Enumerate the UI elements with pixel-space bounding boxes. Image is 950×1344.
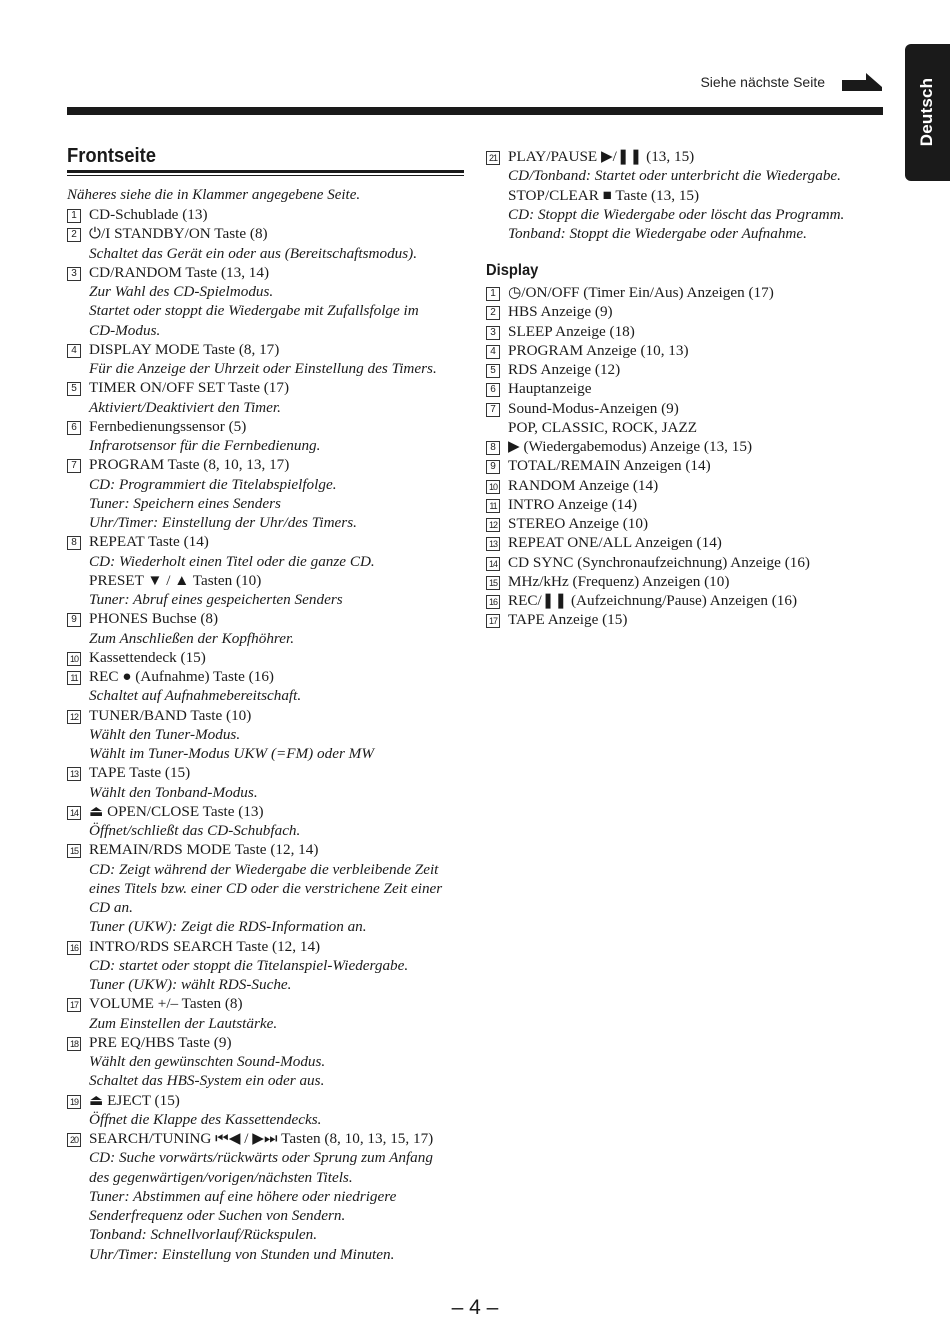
item-label: CD/RANDOM Taste (13, 14): [89, 263, 270, 281]
item-label: MHz/kHz (Frequenz) Anzeigen (10): [508, 572, 730, 590]
list-item: [67, 455, 442, 532]
item-number-badge: 2: [67, 228, 81, 242]
item-label: DISPLAY MODE Taste (8, 17): [89, 340, 280, 358]
item-description: CD an.: [89, 899, 133, 916]
item-label: ⏏ OPEN/CLOSE Taste (13): [89, 802, 264, 820]
list-item: [67, 609, 442, 648]
item-number-badge: 8: [67, 536, 81, 550]
list-item: [486, 553, 810, 572]
item-label: PRE EQ/HBS Taste (9): [89, 1033, 232, 1051]
list-item: [486, 476, 810, 495]
item-number-badge: 4: [67, 344, 81, 358]
next-page-arrow-icon: [842, 73, 882, 91]
list-item: [67, 763, 442, 802]
list-item: [67, 340, 442, 379]
item-description: Öffnet/schließt das CD-Schubfach.: [89, 822, 301, 839]
item-number-badge: 2: [486, 306, 500, 320]
item-number-badge: 19: [67, 1095, 81, 1109]
item-description: eines Titels bzw. einer CD oder die verstrichene Zeit einer: [89, 879, 443, 897]
item-label: TAPE Taste (15): [89, 764, 191, 782]
item-label: Sound-Modus-Anzeigen (9): [508, 399, 679, 417]
item-label: TUNER/BAND Taste (10): [89, 706, 252, 724]
item-number-badge: 6: [486, 383, 500, 397]
display-list: [486, 283, 810, 630]
item-description: Tuner: Speichern eines Senders: [89, 494, 281, 512]
title-rule-thin: [67, 175, 464, 176]
item-label: SLEEP Anzeige (18): [508, 322, 635, 340]
section-title-frontseite: Frontseite: [67, 145, 156, 167]
item-label: VOLUME +/– Tasten (8): [89, 995, 243, 1013]
list-item: [486, 147, 844, 243]
item-description: CD: Programmiert die Titelabspielfolge.: [89, 475, 337, 493]
item-label: ▶ (Wiedergabemodus) Anzeige (13, 15): [508, 438, 753, 455]
item-description: Tuner: Abstimmen auf eine höhere oder niedrigere: [89, 1187, 397, 1205]
item-number-badge: 20: [67, 1133, 81, 1147]
item-label: TIMER ON/OFF SET Taste (17): [89, 379, 290, 397]
front-panel-list: [67, 205, 442, 1264]
list-item: [67, 224, 442, 263]
list-item: [486, 591, 810, 610]
item-description: CD: startet oder stoppt die Titelanspiel-Wiedergabe.: [89, 956, 409, 974]
list-item: [486, 437, 810, 456]
item-label: Kassettendeck (15): [89, 648, 206, 666]
item-description: CD: Wiederholt einen Titel oder die ganze CD.: [89, 552, 375, 570]
title-rule: [67, 170, 464, 173]
item-label: HBS Anzeige (9): [508, 303, 613, 321]
list-item: [486, 399, 810, 438]
item-description: Wählt den gewünschten Sound-Modus.: [89, 1053, 326, 1070]
item-number-badge: 17: [486, 614, 500, 628]
item-label: REC ● (Aufnahme) Taste (16): [89, 668, 274, 685]
item-description: Tonband: Schnellvorlauf/Rückspulen.: [89, 1226, 318, 1244]
list-item: [67, 840, 442, 936]
item-number-badge: 12: [486, 518, 500, 532]
item-description: Schaltet das HBS-System ein oder aus.: [89, 1072, 325, 1090]
language-tab: [905, 44, 950, 181]
item-label: RDS Anzeige (12): [508, 361, 621, 378]
item-description: Öffnet die Klappe des Kassettendecks.: [89, 1110, 322, 1128]
section-title-display: Display: [486, 262, 539, 279]
item-label: STOP/CLEAR ■ Taste (13, 15): [508, 186, 700, 204]
item-description: Zum Einstellen der Lautstärke.: [89, 1014, 278, 1032]
item-label: TOTAL/REMAIN Anzeigen (14): [508, 457, 711, 475]
item-number-badge: 16: [67, 941, 81, 955]
item-label: REPEAT Taste (14): [89, 533, 209, 551]
item-description: des gegenwärtigen/vorigen/nächsten Titels.: [89, 1168, 353, 1186]
list-item: [67, 937, 442, 995]
item-label: PHONES Buchse (8): [89, 610, 219, 628]
item-label: PRESET ▼ / ▲ Tasten (10): [89, 571, 262, 589]
language-tab-label: Deutsch: [917, 77, 936, 147]
item-number-badge: 7: [486, 403, 500, 417]
item-number-badge: 9: [486, 460, 500, 474]
item-number-badge: 13: [67, 767, 81, 781]
item-description: Schaltet das Gerät ein oder aus (Bereitschaftsmodus).: [89, 244, 418, 262]
item-number-badge: 11: [486, 499, 500, 513]
list-item: [67, 994, 442, 1033]
item-label: ⏻/I STANDBY/ON Taste (8): [89, 225, 268, 243]
item-description: Wählt im Tuner-Modus UKW (=FM) oder MW: [89, 745, 374, 762]
list-item: [486, 533, 810, 552]
item-number-badge: 10: [486, 480, 500, 494]
item-number-badge: 3: [67, 267, 81, 281]
header-rule: [67, 107, 883, 115]
item-label: POP, CLASSIC, ROCK, JAZZ: [508, 418, 698, 436]
item-description: Senderfrequenz oder Suchen von Sendern.: [89, 1207, 346, 1224]
item-description: CD: Suche vorwärts/rückwärts oder Sprung zum Anfang: [89, 1149, 433, 1167]
list-item: [67, 378, 442, 417]
item-label: ⏏ EJECT (15): [89, 1091, 180, 1109]
list-item: [67, 706, 442, 764]
item-number-badge: 15: [67, 844, 81, 858]
list-item: [486, 610, 810, 629]
item-description: Startet oder stoppt die Wiedergabe mit Zufallsfolge im: [89, 302, 419, 320]
item-number-badge: 6: [67, 421, 81, 435]
list-item: [67, 205, 442, 224]
item-number-badge: 14: [67, 806, 81, 820]
list-item: [486, 341, 810, 360]
list-item: [67, 1033, 442, 1091]
item-description: Tonband: Stoppt die Wiedergabe oder Aufnahme.: [508, 225, 807, 242]
item-label: REC/❚❚ (Aufzeichnung/Pause) Anzeigen (16): [508, 592, 798, 609]
list-item: [67, 648, 442, 667]
item-description: Uhr/Timer: Einstellung der Uhr/des Timers.: [89, 514, 357, 531]
list-item: [67, 667, 442, 706]
list-item: [67, 1129, 442, 1264]
list-item: [486, 572, 810, 591]
front-panel-list-continued: [486, 147, 844, 243]
item-label: INTRO Anzeige (14): [508, 495, 638, 513]
item-number-badge: 5: [67, 382, 81, 396]
list-item: [486, 283, 810, 302]
item-number-badge: 4: [486, 345, 500, 359]
item-number-badge: 10: [67, 652, 81, 666]
item-number-badge: 5: [486, 364, 500, 378]
list-item: [67, 263, 442, 340]
item-number-badge: 1: [67, 209, 81, 223]
item-number-badge: 7: [67, 459, 81, 473]
list-item: [67, 1091, 442, 1130]
item-number-badge: 17: [67, 998, 81, 1012]
item-label: PLAY/PAUSE ▶/❚❚ (13, 15): [508, 148, 695, 165]
item-description: Wählt den Tuner-Modus.: [89, 725, 241, 743]
item-label: PROGRAM Taste (8, 10, 13, 17): [89, 456, 290, 474]
item-label: PROGRAM Anzeige (10, 13): [508, 341, 689, 359]
item-label: Hauptanzeige: [508, 380, 592, 398]
item-description: CD-Modus.: [89, 321, 161, 339]
list-item: [486, 495, 810, 514]
item-number-badge: 12: [67, 710, 81, 724]
item-label: ◷/ON/OFF (Timer Ein/Aus) Anzeigen (17): [508, 284, 774, 301]
continue-note: Siehe nächste Seite: [700, 74, 825, 90]
list-item: [486, 322, 810, 341]
list-item: [67, 532, 442, 609]
item-number-badge: 8: [486, 441, 500, 455]
list-item: [486, 379, 810, 398]
item-description: Tuner (UKW): Zeigt die RDS-Information an.: [89, 918, 367, 936]
item-number-badge: 15: [486, 576, 500, 590]
item-label: REMAIN/RDS MODE Taste (12, 14): [89, 841, 319, 859]
item-number-badge: 16: [486, 595, 500, 609]
list-item: [67, 417, 442, 456]
item-number-badge: 3: [486, 326, 500, 340]
list-item: [486, 456, 810, 475]
item-label: INTRO/RDS SEARCH Taste (12, 14): [89, 937, 321, 955]
item-description: Schaltet auf Aufnahmebereitschaft.: [89, 687, 302, 705]
item-description: Infrarotsensor für die Fernbedienung.: [89, 437, 321, 454]
item-number-badge: 21: [486, 151, 500, 165]
item-number-badge: 18: [67, 1037, 81, 1051]
item-number-badge: 1: [486, 287, 500, 301]
intro-text: Näheres siehe die in Klammer angegebene Seite.: [67, 187, 361, 203]
item-description: Für die Anzeige der Uhrzeit oder Einstellung des Timers.: [89, 360, 437, 377]
list-item: [67, 802, 442, 841]
item-description: CD/Tonband: Startet oder unterbricht die Wiedergabe.: [508, 167, 841, 185]
page-number: – 4 –: [451, 1296, 499, 1319]
item-label: SEARCH/TUNING ⏮◀ / ▶⏭ Tasten (8, 10, 13, 15, 17): [89, 1130, 434, 1147]
item-label: RANDOM Anzeige (14): [508, 476, 659, 494]
list-item: [486, 360, 810, 379]
item-label: REPEAT ONE/ALL Anzeigen (14): [508, 534, 722, 552]
list-item: [486, 514, 810, 533]
item-description: Wählt den Tonband-Modus.: [89, 783, 258, 801]
item-description: Aktiviert/Deaktiviert den Timer.: [89, 398, 281, 416]
item-description: CD: Zeigt während der Wiedergabe die verbleibende Zeit: [89, 860, 439, 878]
item-number-badge: 14: [486, 557, 500, 571]
item-label: CD-Schublade (13): [89, 206, 208, 223]
item-description: Uhr/Timer: Einstellung von Stunden und Minuten.: [89, 1245, 395, 1263]
item-number-badge: 9: [67, 613, 81, 627]
item-description: Zur Wahl des CD-Spielmodus.: [89, 283, 274, 300]
item-description: Zum Anschließen der Kopfhöhrer.: [89, 629, 295, 647]
item-label: STEREO Anzeige (10): [508, 515, 649, 532]
item-description: Tuner: Abruf eines gespeicherten Senders: [89, 591, 343, 608]
item-label: TAPE Anzeige (15): [508, 611, 628, 629]
item-number-badge: 11: [67, 671, 81, 685]
item-number-badge: 13: [486, 537, 500, 551]
item-label: Fernbedienungssensor (5): [89, 417, 247, 435]
item-label: CD SYNC (Synchronaufzeichnung) Anzeige (16): [508, 553, 810, 571]
item-description: CD: Stoppt die Wiedergabe oder löscht das Programm.: [508, 205, 845, 223]
item-description: Tuner (UKW): wählt RDS-Suche.: [89, 976, 292, 993]
list-item: [486, 302, 810, 321]
